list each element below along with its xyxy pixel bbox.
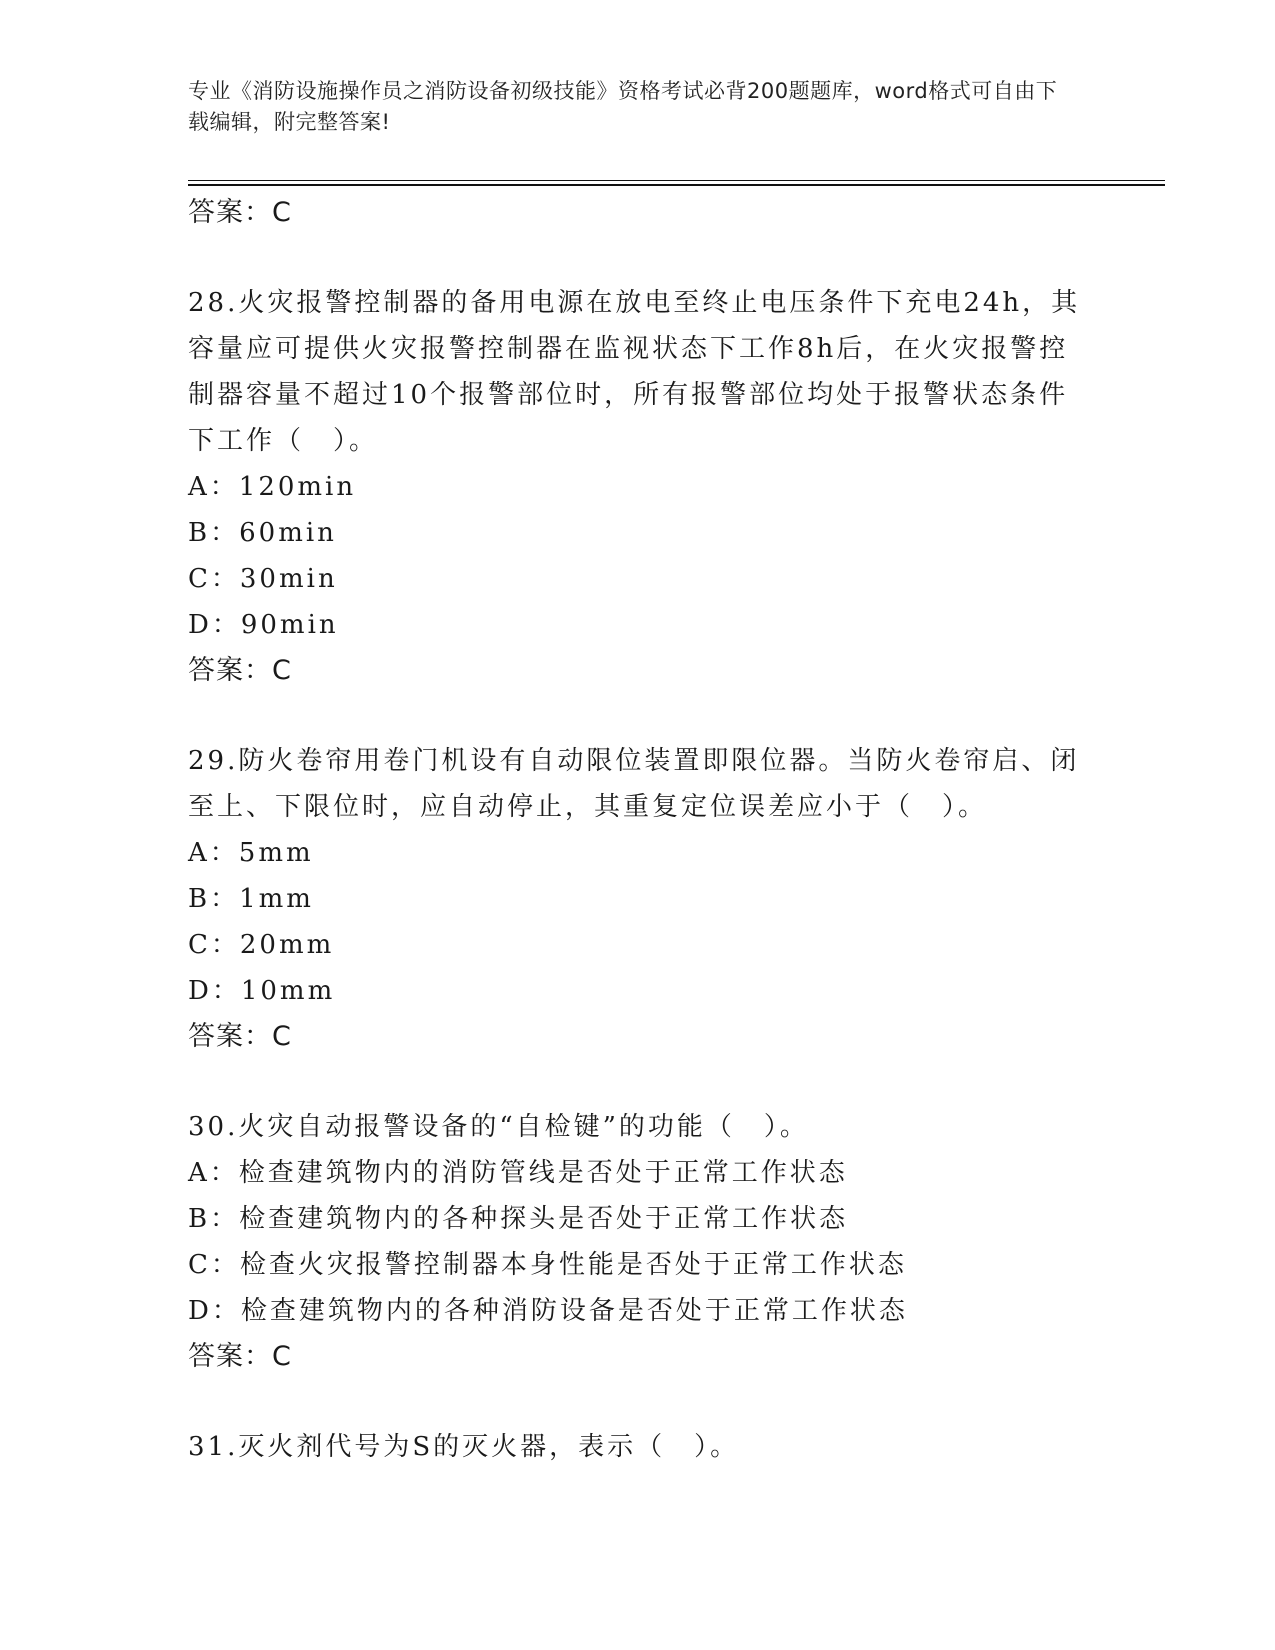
header-rule-thick <box>188 184 1165 186</box>
option-c: C：30min <box>188 564 338 594</box>
answer-label: 答案：C <box>188 1341 292 1372</box>
question-text-line: 下工作（ ）。 <box>188 426 379 456</box>
option-b: B：检查建筑物内的各种探头是否处于正常工作状态 <box>188 1204 849 1234</box>
answer-label: 答案：C <box>188 1021 292 1052</box>
question-31 <box>188 1424 1088 1470</box>
option-b: B：60min <box>188 518 337 548</box>
option-a: A：检查建筑物内的消防管线是否处于正常工作状态 <box>188 1158 848 1188</box>
option-d: D：10mm <box>188 976 336 1006</box>
question-29 <box>188 738 1088 1060</box>
answer-label: 答案：C <box>188 197 292 228</box>
header-rule-thin <box>188 180 1165 181</box>
question-text-line: 容量应可提供火灾报警控制器在监视状态下工作8h后，在火灾报警控 <box>188 334 1069 364</box>
option-b: B：1mm <box>188 884 314 914</box>
option-c: C：20mm <box>188 930 335 960</box>
option-d: D：90min <box>188 610 339 640</box>
question-text-line: 至上、下限位时，应自动停止，其重复定位误差应小于（ ）。 <box>188 792 988 822</box>
option-d: D：检查建筑物内的各种消防设备是否处于正常工作状态 <box>188 1296 908 1326</box>
question-text-line: 31.灭火剂代号为S的灭火器，表示（ ）。 <box>188 1432 740 1462</box>
question-text-line: 30.火灾自动报警设备的“自检键”的功能（ ）。 <box>188 1112 809 1142</box>
option-a: A：120min <box>188 472 357 502</box>
spacer <box>188 694 1088 738</box>
option-c: C：检查火灾报警控制器本身性能是否处于正常工作状态 <box>188 1250 907 1280</box>
answer-label: 答案：C <box>188 655 292 686</box>
question-list <box>188 190 1088 1470</box>
spacer <box>188 1380 1088 1424</box>
question-28 <box>188 280 1088 694</box>
question-text-line: 制器容量不超过10个报警部位时，所有报警部位均处于报警状态条件 <box>188 380 1069 410</box>
document-header: 专业《消防设施操作员之消防设备初级技能》资格考试必背200题题库，word格式可自由下载编辑，附完整答案! <box>188 79 1058 134</box>
spacer <box>188 1060 1088 1104</box>
option-a: A：5mm <box>188 838 314 868</box>
question-text-line: 28.火灾报警控制器的备用电源在放电至终止电压条件下充电24h，其 <box>188 288 1081 318</box>
question-text-line: 29.防火卷帘用卷门机设有自动限位装置即限位器。当防火卷帘启、闭 <box>188 746 1080 776</box>
spacer <box>188 236 1088 280</box>
question-30 <box>188 1104 1088 1380</box>
